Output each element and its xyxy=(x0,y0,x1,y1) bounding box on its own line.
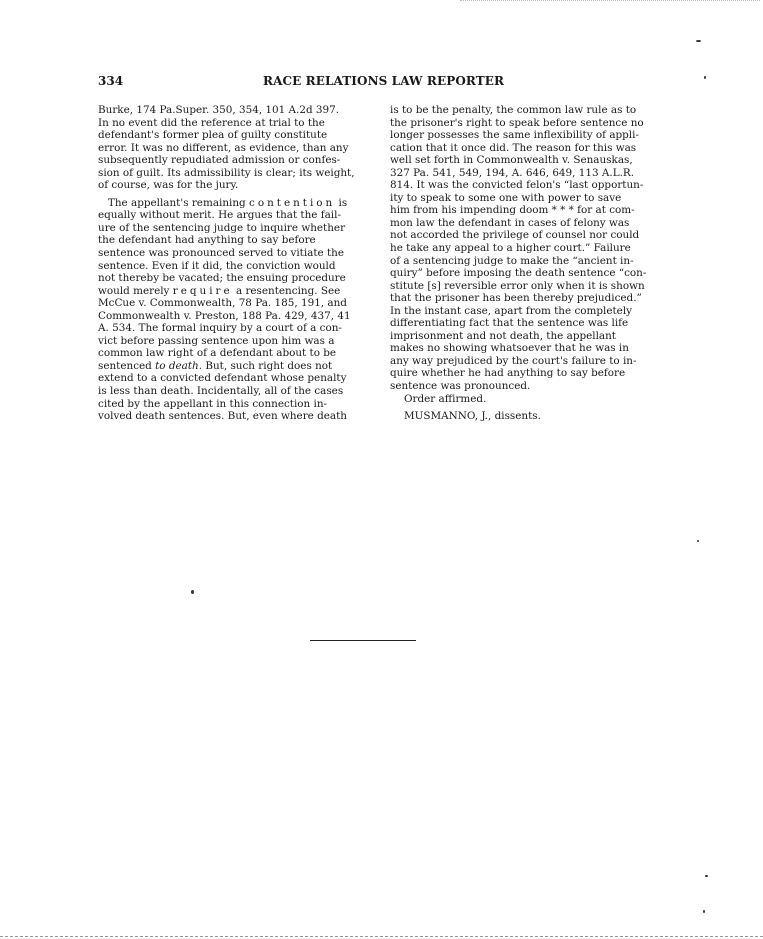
text-line: differentiating fact that the sentence was life xyxy=(390,317,629,330)
text-line: Burke, 174 Pa.Super. 350, 354, 101 A.2d 397. xyxy=(98,104,340,116)
text-line: common law right of a defendant about to be xyxy=(98,347,337,360)
text-line: him from his impending doom * * * for at com- xyxy=(390,204,635,217)
text-line: McCue v. Commonwealth, 78 Pa. 185, 191, and xyxy=(98,297,347,310)
left-paragraph-2 xyxy=(98,197,368,423)
text-line: sion of guilt. Its admissibility is clear; its weight, xyxy=(98,166,355,179)
text-line: longer possesses the same inflexibility of appli- xyxy=(390,129,639,142)
text-line: sentence was pronounced served to vitiate the xyxy=(98,247,345,260)
left-column xyxy=(98,104,368,423)
scan-speck xyxy=(191,590,194,594)
text-line: is less than death. Incidentally, all of the cases xyxy=(98,385,344,398)
scan-speck xyxy=(703,910,705,913)
text-line: any way prejudiced by the court's failure to in- xyxy=(390,354,637,367)
text-line: In no event did the reference at trial to the xyxy=(98,116,325,129)
page-header xyxy=(98,74,660,90)
text-line: cation that it once did. The reason for this was xyxy=(390,141,637,154)
top-edge-dots xyxy=(460,0,760,3)
text-line: In the instant case, apart from the completely xyxy=(390,304,633,317)
text-line: mon law the defendant in cases of felony was xyxy=(390,216,630,229)
text-line: defendant's former plea of guilty constitute xyxy=(98,129,328,142)
text-line: of course, was for the jury. xyxy=(98,179,239,192)
text-fragment: But, such right does not xyxy=(202,359,333,372)
scan-speck xyxy=(696,40,701,42)
italic-phrase: to death. xyxy=(155,359,203,372)
text-line: 814. It was the convicted felon's “last opportun- xyxy=(390,179,644,192)
running-head: RACE RELATIONS LAW REPORTER xyxy=(263,74,505,88)
text-line: the defendant had anything to say before xyxy=(98,234,316,247)
text-line: error. It was no different, as evidence, than any xyxy=(98,141,349,154)
text-fragment: a resentencing. See xyxy=(232,284,341,297)
text-line: ure of the sentencing judge to inquire whether xyxy=(98,221,346,234)
text-line: sentence. Even if it did, the conviction would xyxy=(98,259,336,272)
left-paragraph-1 xyxy=(98,104,368,192)
text-line: equally without merit. He argues that the fail- xyxy=(98,209,341,222)
text-line: sentence was pronounced. xyxy=(390,380,531,393)
text-line: that the prisoner has been thereby prejudiced.” xyxy=(390,292,642,305)
right-column xyxy=(390,104,662,423)
text-line: of a sentencing judge to make the “ancient in- xyxy=(390,254,634,267)
text-fragment: is xyxy=(335,196,348,209)
text-line: is to be the penalty, the common law rule as to xyxy=(390,104,637,116)
scan-speck xyxy=(697,540,699,542)
end-rule xyxy=(310,640,416,641)
text-line: subsequently repudiated admission or confes- xyxy=(98,154,341,167)
page-number: 334 xyxy=(98,74,124,88)
spaced-word: contention xyxy=(249,196,336,209)
text-line: cited by the appellant in this connection in- xyxy=(98,397,328,410)
text-line xyxy=(98,197,368,210)
scan-speck xyxy=(704,76,706,79)
text-line: quire whether he had anything to say before xyxy=(390,367,626,380)
text-line: not thereby be vacated; the ensuing procedure xyxy=(98,272,346,285)
text-line: not accorded the privilege of counsel nor could xyxy=(390,229,640,242)
text-line: well set forth in Commonwealth v. Senauskas, xyxy=(390,154,633,167)
text-line: quiry” before imposing the death sentence “con- xyxy=(390,267,647,280)
text-line: 327 Pa. 541, 549, 194, A. 646, 649, 113 A.L.R. xyxy=(390,166,635,179)
text-line: the prisoner's right to speak before sentence no xyxy=(390,116,644,129)
text-line: Commonwealth v. Preston, 188 Pa. 429, 437, 41 xyxy=(98,309,351,322)
text-line xyxy=(98,360,368,373)
text-fragment: The appellant's remaining xyxy=(107,196,249,209)
order-line: Order affirmed. xyxy=(404,392,487,405)
text-line xyxy=(98,285,368,298)
text-fragment: would merely xyxy=(98,284,173,297)
text-fragment: sentenced xyxy=(98,359,156,372)
text-line: imprisonment and not death, the appellant xyxy=(390,329,616,342)
text-line: volved death sentences. But, even where death xyxy=(98,410,347,423)
text-line: ity to speak to some one with power to save xyxy=(390,191,622,204)
right-paragraph xyxy=(390,104,662,393)
spaced-word: require xyxy=(172,284,233,297)
text-line: vict before passing sentence upon him was a xyxy=(98,334,335,347)
dissent-line: MUSMANNO, J., dissents. xyxy=(404,410,541,423)
text-line: he take any appeal to a higher court.” Failure xyxy=(390,242,631,255)
text-line: makes no showing whatsoever that he was in xyxy=(390,342,629,355)
text-line: extend to a convicted defendant whose penalty xyxy=(98,372,347,385)
text-line: A. 534. The formal inquiry by a court of a con- xyxy=(98,322,342,335)
text-line: stitute [s] reversible error only when it is shown xyxy=(390,279,645,292)
scan-speck xyxy=(705,875,708,877)
